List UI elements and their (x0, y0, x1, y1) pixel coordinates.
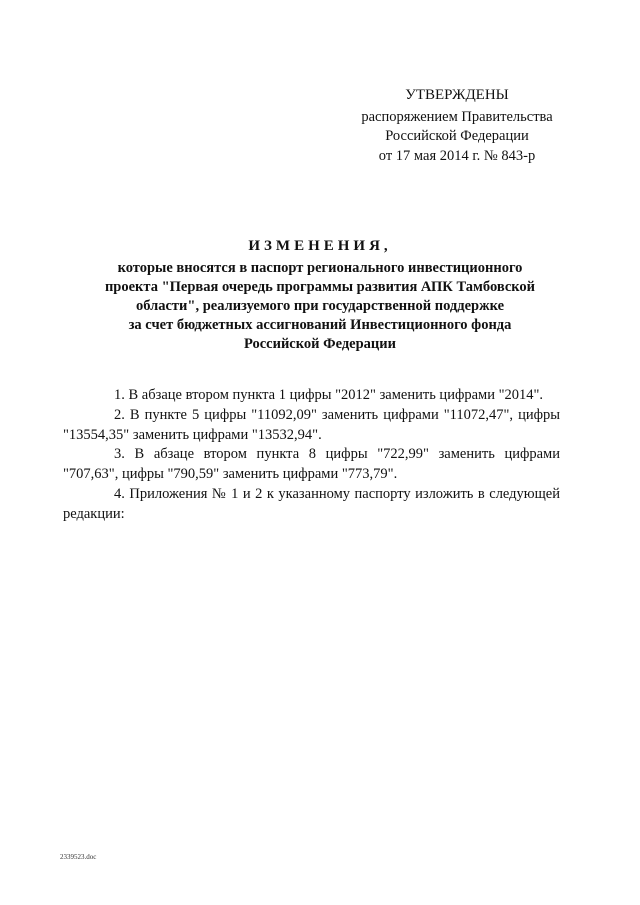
paragraph-item-3: 3. В абзаце втором пункта 8 цифры "722,99" заменить цифрами "707,63", цифры "790,59" заменить цифрами "773,79". (63, 446, 560, 483)
approval-title: УТВЕРЖДЕНЫ (405, 87, 509, 103)
subtitle-line: которые вносятся в паспорт регионального инвестиционного (117, 260, 523, 276)
approval-block (352, 86, 562, 166)
subtitle-line: области", реализуемого при государственной поддержке (135, 298, 505, 314)
document-body (63, 386, 560, 525)
approval-line-3: от 17 мая 2014 г. № 843-р (378, 147, 536, 164)
file-code: 2339523.doc (60, 853, 97, 861)
subtitle-line: за счет бюджетных ассигнований Инвестиционного фонда (128, 317, 512, 333)
paragraph-item-2: 2. В пункте 5 цифры "11092,09" заменить цифрами "11072,47", цифры "13554,35" заменить цифрами "13532,94". (63, 406, 560, 443)
document-title: ИЗМЕНЕНИЯ, (248, 238, 392, 254)
paragraph-item-1: 1. В абзаце втором пункта 1 цифры "2012" заменить цифрами "2014". (114, 387, 544, 403)
paragraph-item-4: 4. Приложения № 1 и 2 к указанному паспорту изложить в следующей редакции: (63, 485, 560, 522)
subtitle-line: Российской Федерации (243, 336, 396, 352)
subtitle-line: проекта "Первая очередь программы развития АПК Тамбовской (104, 279, 536, 295)
document-heading (60, 238, 580, 354)
approval-line-2: Российской Федерации (385, 128, 529, 144)
approval-line-1: распоряжением Правительства (361, 108, 553, 125)
